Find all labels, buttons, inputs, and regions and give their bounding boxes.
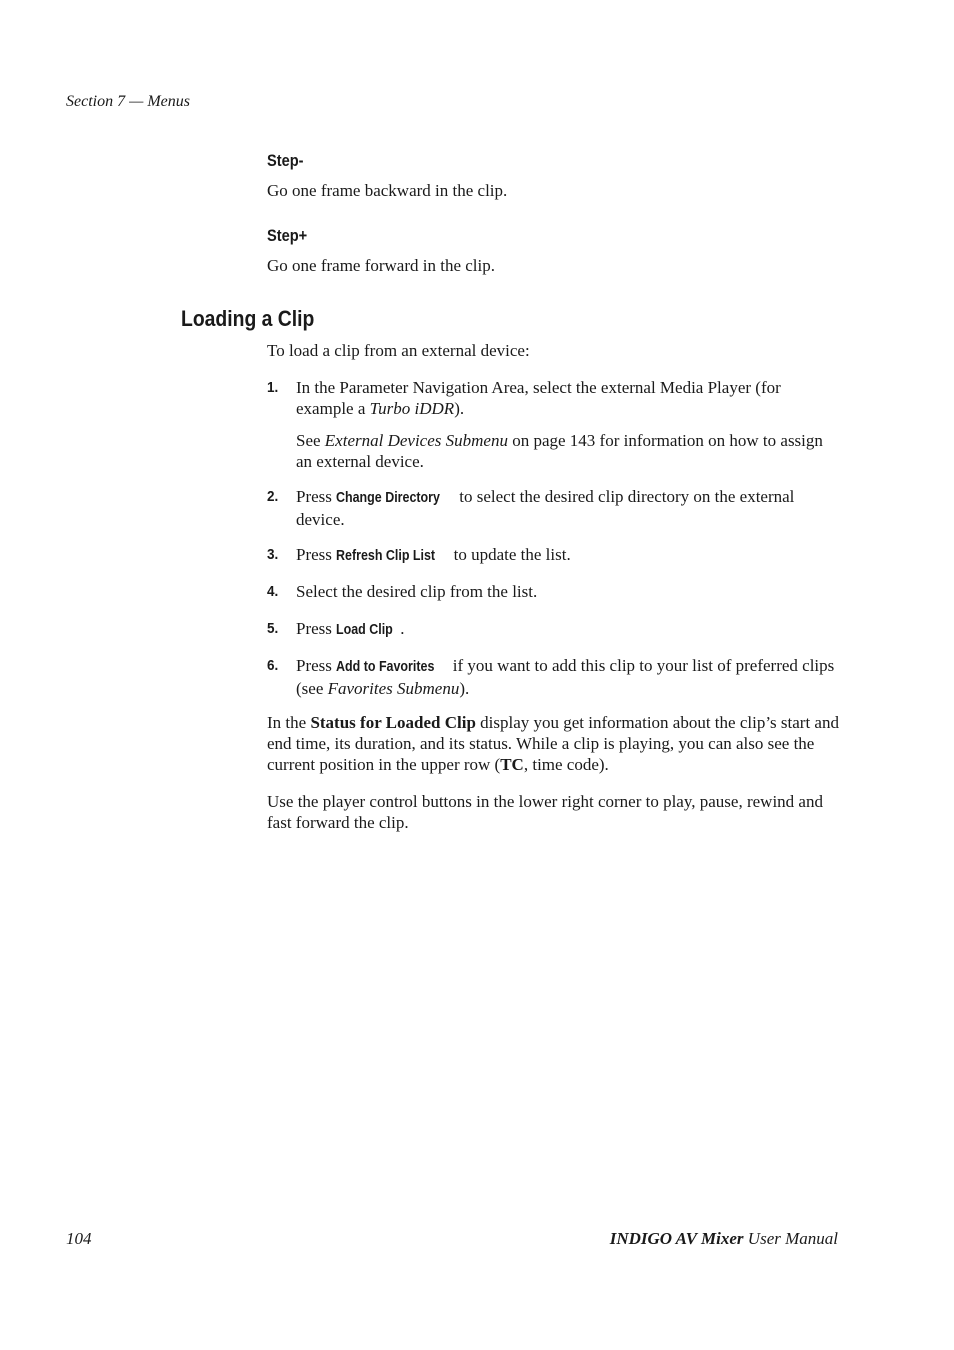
device-name: Turbo iDDR bbox=[369, 399, 455, 418]
step-text bbox=[296, 655, 842, 699]
step-number: 2. bbox=[267, 488, 279, 505]
note-text-part: on page 143 for information on how to assign an external device. bbox=[296, 431, 823, 471]
note-text-part: See bbox=[296, 431, 325, 450]
step-text-part: In the Parameter Navigation Area, select the external Media Player (for example a bbox=[296, 378, 781, 418]
step-number: 3. bbox=[267, 546, 279, 563]
page-number: 104 bbox=[66, 1229, 92, 1248]
step-plus-heading: Step+ bbox=[267, 226, 308, 245]
paragraph-text-part: In the bbox=[267, 713, 311, 732]
step-item-2 bbox=[267, 486, 842, 530]
step-text: Select the desired clip from the list. bbox=[296, 582, 538, 601]
step-text bbox=[296, 377, 842, 419]
step-text-part: . bbox=[400, 619, 405, 638]
cross-reference-link[interactable]: External Devices Submenu bbox=[324, 431, 508, 450]
step-text-part: to update the list. bbox=[449, 545, 571, 564]
step-text bbox=[296, 486, 842, 530]
ui-label-change-directory: Change Directory bbox=[336, 490, 441, 506]
step-minus-text: Go one frame backward in the clip. bbox=[267, 181, 508, 200]
step-item-1 bbox=[267, 377, 842, 472]
running-header: Section 7 — Menus bbox=[66, 93, 190, 110]
ui-label-add-to-favorites: Add to Favorites bbox=[336, 659, 435, 675]
step-text-part: Press bbox=[296, 656, 337, 675]
step-text bbox=[296, 618, 842, 641]
paragraph-text-part: display you get information about the clip’s start and end time, its duration, and its status. While a clip is playing, you can also see the current position in the upper row ( bbox=[267, 713, 839, 774]
step-number: 4. bbox=[267, 583, 279, 600]
step-item-5 bbox=[267, 618, 842, 641]
product-name: INDIGO AV Mixer bbox=[609, 1229, 744, 1248]
intro-text: To load a clip from an external device: bbox=[267, 341, 530, 360]
step-minus-heading: Step- bbox=[267, 151, 304, 170]
footer-product-title bbox=[610, 1229, 838, 1249]
step-text-part: if you want to add this clip to your list of preferred clips (see bbox=[296, 656, 835, 698]
tc-label: TC bbox=[500, 755, 524, 774]
status-display-name: Status for Loaded Clip bbox=[310, 713, 476, 732]
step-text-part: ). bbox=[454, 399, 465, 418]
step-item-4 bbox=[267, 581, 842, 602]
status-paragraph bbox=[267, 712, 842, 775]
cross-reference-link[interactable]: Favorites Submenu bbox=[327, 679, 460, 698]
step-text-part: to select the desired clip directory on the external device. bbox=[296, 487, 795, 529]
step-text bbox=[296, 544, 842, 567]
paragraph-text-part: , time code). bbox=[523, 755, 609, 774]
step-text-part: Press bbox=[296, 487, 337, 506]
step-number: 1. bbox=[267, 379, 279, 396]
step-number: 5. bbox=[267, 620, 279, 637]
step-item-3 bbox=[267, 544, 842, 567]
step-text-part: ). bbox=[459, 679, 470, 698]
section-heading: Loading a Clip bbox=[181, 306, 315, 331]
step-text-part: Press bbox=[296, 619, 337, 638]
step-item-6 bbox=[267, 655, 842, 699]
step-plus-text: Go one frame forward in the clip. bbox=[267, 256, 495, 275]
step-number: 6. bbox=[267, 657, 279, 674]
step-text-part: Press bbox=[296, 545, 337, 564]
ui-label-refresh-clip-list: Refresh Clip List bbox=[336, 548, 436, 564]
manual-label: User Manual bbox=[743, 1229, 838, 1248]
controls-paragraph: Use the player control buttons in the lower right corner to play, pause, rewind and fast forward the clip. bbox=[267, 792, 823, 832]
ui-label-load-clip: Load Clip bbox=[336, 622, 393, 638]
step-note bbox=[296, 430, 842, 472]
